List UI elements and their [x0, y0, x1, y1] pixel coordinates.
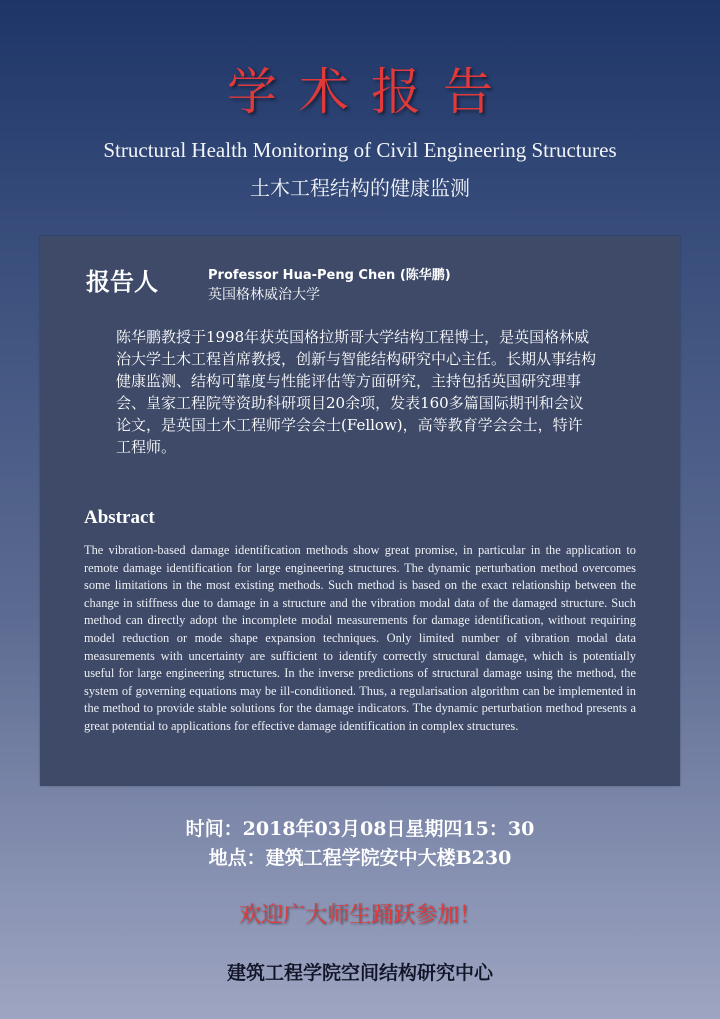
event-time: 时间：2018年03月08日星期四15：30	[185, 818, 535, 840]
subtitle-chinese: 土木工程结构的健康监测	[250, 176, 470, 200]
speaker-name: Professor Hua-Peng Chen (陈华鹏)	[208, 268, 451, 283]
speaker-affiliation: 英国格林威治大学	[208, 287, 320, 303]
welcome-message: 欢迎广大师生踊跃参加！	[238, 903, 481, 928]
speaker-bio: 陈华鹏教授于1998年获英国格拉斯哥大学结构工程博士，是英国格林威治大学土木工程首席教授，创新与智能结构研究中心主任。长期从事结构健康监测、结构可靠度与性能评估等方面研究，主持包括英国研究理事会、皇家工程院等资助科研项目20余项，发表160多篇国际期刊和会议论文，是英国土木工程师学会会士(Fellow)，高等教育学会会士，特许工程师。	[116, 328, 597, 456]
subtitle-english: Structural Health Monitoring of Civil Engineering Structures	[103, 138, 617, 162]
speaker-label: 报告人	[86, 268, 158, 296]
content-panel	[40, 236, 680, 786]
abstract-text: The vibration-based damage identification methods show great promise, in particular in the application to remote damage identification for large engineering structures. The dynamic perturbation method overcomes some limitations in the most existing methods. Such method is based on the exact relationship between the change in stiffness due to damage in a structure and the vibration modal data of the damaged structure. Such method can directly adopt the incomplete modal measurements for damage identification, without requiring model reduction or mode shape expansion techniques. Only limited number of vibration modal data measurements with uncertainty are sufficient to identify correctly structural damage, which is potentially useful for large engineering structures. In the inverse predictions of structural damage using the method, the system of governing equations may be ill-conditioned. Thus, a regularisation algorithm can be implemented in the method to provide stable solutions for the damage indicators. The dynamic perturbation method presents a great potential to applications for effective damage identification in complex structures.	[84, 543, 636, 733]
event-place: 地点：建筑工程学院安中大楼B230	[208, 847, 512, 869]
organizer: 建筑工程学院空间结构研究中心	[226, 962, 493, 984]
poster-title: 学术报告	[227, 63, 515, 121]
abstract-heading: Abstract	[84, 507, 155, 528]
